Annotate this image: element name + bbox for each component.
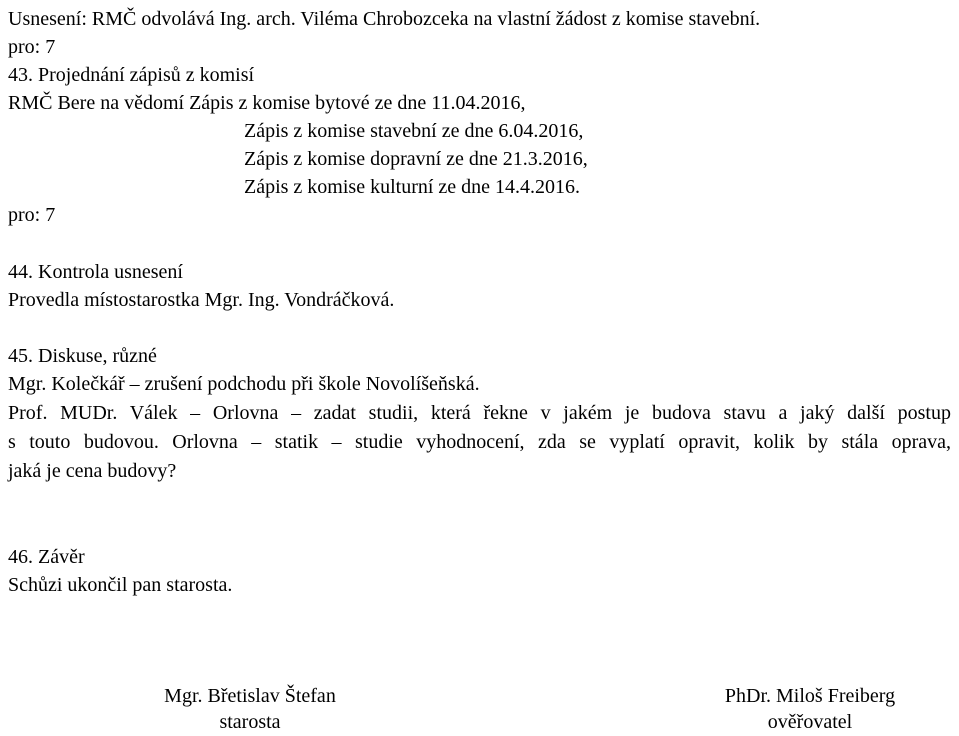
signatory-name: PhDr. Miloš Freiberg bbox=[724, 685, 896, 707]
section-heading-45: 45. Diskuse, různé bbox=[8, 345, 157, 367]
paragraph-line: Provedla místostarostka Mgr. Ing. Vondráčková. bbox=[8, 289, 395, 311]
signatory-name: Mgr. Břetislav Štefan bbox=[164, 685, 336, 707]
section-heading-43: 43. Projednání zápisů z komisí bbox=[8, 64, 255, 86]
section-heading-44: 44. Kontrola usnesení bbox=[8, 261, 183, 283]
signatory-role: ověřovatel bbox=[767, 711, 853, 733]
minutes-line: Zápis z komise stavební ze dne 6.04.2016, bbox=[244, 120, 584, 142]
minutes-line: Zápis z komise dopravní ze dne 21.3.2016, bbox=[244, 148, 588, 170]
paragraph-line: jaká je cena budovy? bbox=[8, 460, 177, 482]
paragraph-line: s touto budovou. Orlovna – statik – studie vyhodnocení, zda se vyplatí opravit, kolik by stála oprava, bbox=[8, 431, 951, 453]
vote-count: pro: 7 bbox=[8, 36, 56, 58]
signature-block-right bbox=[690, 683, 930, 735]
signatory-role: starosta bbox=[219, 711, 281, 733]
paragraph-line: Prof. MUDr. Válek – Orlovna – zadat studii, která řekne v jakém je budova stavu a jaký další postup bbox=[8, 402, 951, 424]
paragraph-line: Mgr. Kolečkář – zrušení podchodu při škole Novolíšeňská. bbox=[8, 373, 480, 395]
section-heading-46: 46. Závěr bbox=[8, 546, 85, 568]
minutes-line: RMČ Bere na vědomí Zápis z komise bytové ze dne 11.04.2016, bbox=[8, 92, 526, 114]
vote-count: pro: 7 bbox=[8, 204, 56, 226]
resolution-line: Usnesení: RMČ odvolává Ing. arch. Viléma Chrobozceka na vlastní žádost z komise stavební. bbox=[8, 8, 761, 30]
paragraph-line: Schůzi ukončil pan starosta. bbox=[8, 574, 233, 596]
signature-block-left bbox=[130, 683, 370, 735]
minutes-line: Zápis z komise kulturní ze dne 14.4.2016. bbox=[244, 176, 581, 198]
